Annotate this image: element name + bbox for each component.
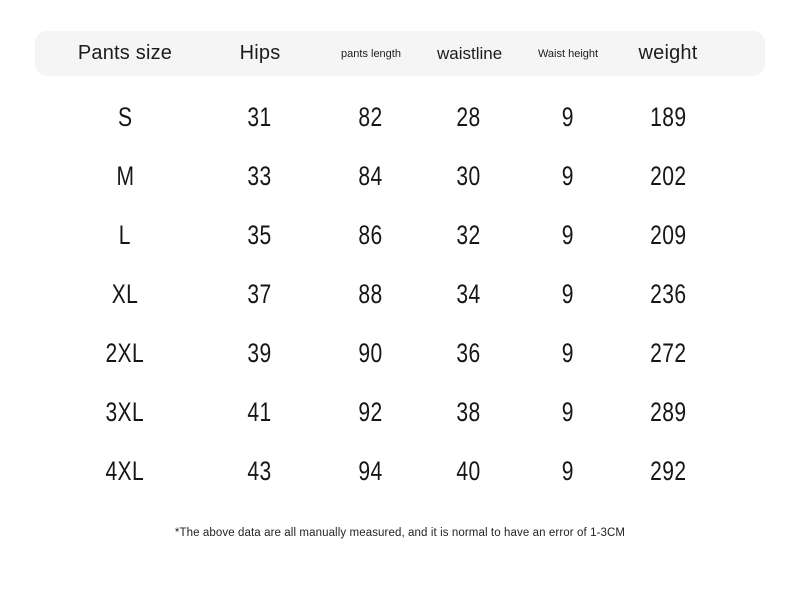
cell-waist-height: 9 <box>561 397 575 427</box>
cell-hips: 41 <box>247 397 273 427</box>
column-header-waistline: waistline <box>437 43 503 63</box>
cell-size: S <box>117 102 133 132</box>
table-row-l <box>35 206 765 265</box>
size-chart-page <box>0 31 800 612</box>
cell-size: M <box>116 161 134 191</box>
cell-waistline: 34 <box>456 279 482 309</box>
column-header-pants-size: Pants size <box>77 42 173 64</box>
cell-hips: 39 <box>247 338 273 368</box>
table-row-3xl <box>35 383 765 442</box>
cell-waistline: 36 <box>456 338 482 368</box>
cell-pants-length: 86 <box>358 220 384 250</box>
cell-waist-height: 9 <box>561 161 575 191</box>
cell-waistline: 40 <box>456 456 482 486</box>
table-row-4xl <box>35 442 765 501</box>
cell-waistline: 38 <box>456 397 482 427</box>
table-header <box>35 31 765 76</box>
measurement-disclaimer: *The above data are all manually measured, and it is normal to have an error of 1-3CM <box>174 527 626 539</box>
cell-waistline: 30 <box>456 161 482 191</box>
cell-size: XL <box>111 279 139 309</box>
cell-weight: 189 <box>649 102 687 132</box>
cell-hips: 43 <box>247 456 273 486</box>
table-row-2xl <box>35 324 765 383</box>
table-body <box>35 88 765 501</box>
column-header-weight: weight <box>638 42 698 64</box>
cell-hips: 31 <box>247 102 273 132</box>
cell-weight: 292 <box>649 456 687 486</box>
cell-pants-length: 88 <box>358 279 384 309</box>
table-row-xl <box>35 265 765 324</box>
column-header-pants-length: pants length <box>341 47 401 60</box>
cell-weight: 236 <box>649 279 687 309</box>
cell-waist-height: 9 <box>561 279 575 309</box>
table-row-s <box>35 88 765 147</box>
cell-pants-length: 84 <box>358 161 384 191</box>
cell-pants-length: 92 <box>358 397 384 427</box>
cell-weight: 209 <box>649 220 687 250</box>
cell-weight: 289 <box>649 397 687 427</box>
cell-pants-length: 90 <box>358 338 384 368</box>
cell-weight: 202 <box>649 161 687 191</box>
cell-waist-height: 9 <box>561 338 575 368</box>
column-header-waist-height: Waist height <box>537 47 599 60</box>
cell-waistline: 32 <box>456 220 482 250</box>
cell-waist-height: 9 <box>561 456 575 486</box>
cell-pants-length: 82 <box>358 102 384 132</box>
cell-waistline: 28 <box>456 102 482 132</box>
table-row-m <box>35 147 765 206</box>
cell-hips: 33 <box>247 161 273 191</box>
cell-size: 2XL <box>105 338 145 368</box>
cell-size: 3XL <box>105 397 145 427</box>
cell-size: L <box>118 220 132 250</box>
column-header-hips: Hips <box>239 42 281 64</box>
cell-hips: 37 <box>247 279 273 309</box>
cell-size: 4XL <box>105 456 145 486</box>
cell-waist-height: 9 <box>561 220 575 250</box>
cell-hips: 35 <box>247 220 273 250</box>
cell-waist-height: 9 <box>561 102 575 132</box>
cell-weight: 272 <box>649 338 687 368</box>
cell-pants-length: 94 <box>358 456 384 486</box>
